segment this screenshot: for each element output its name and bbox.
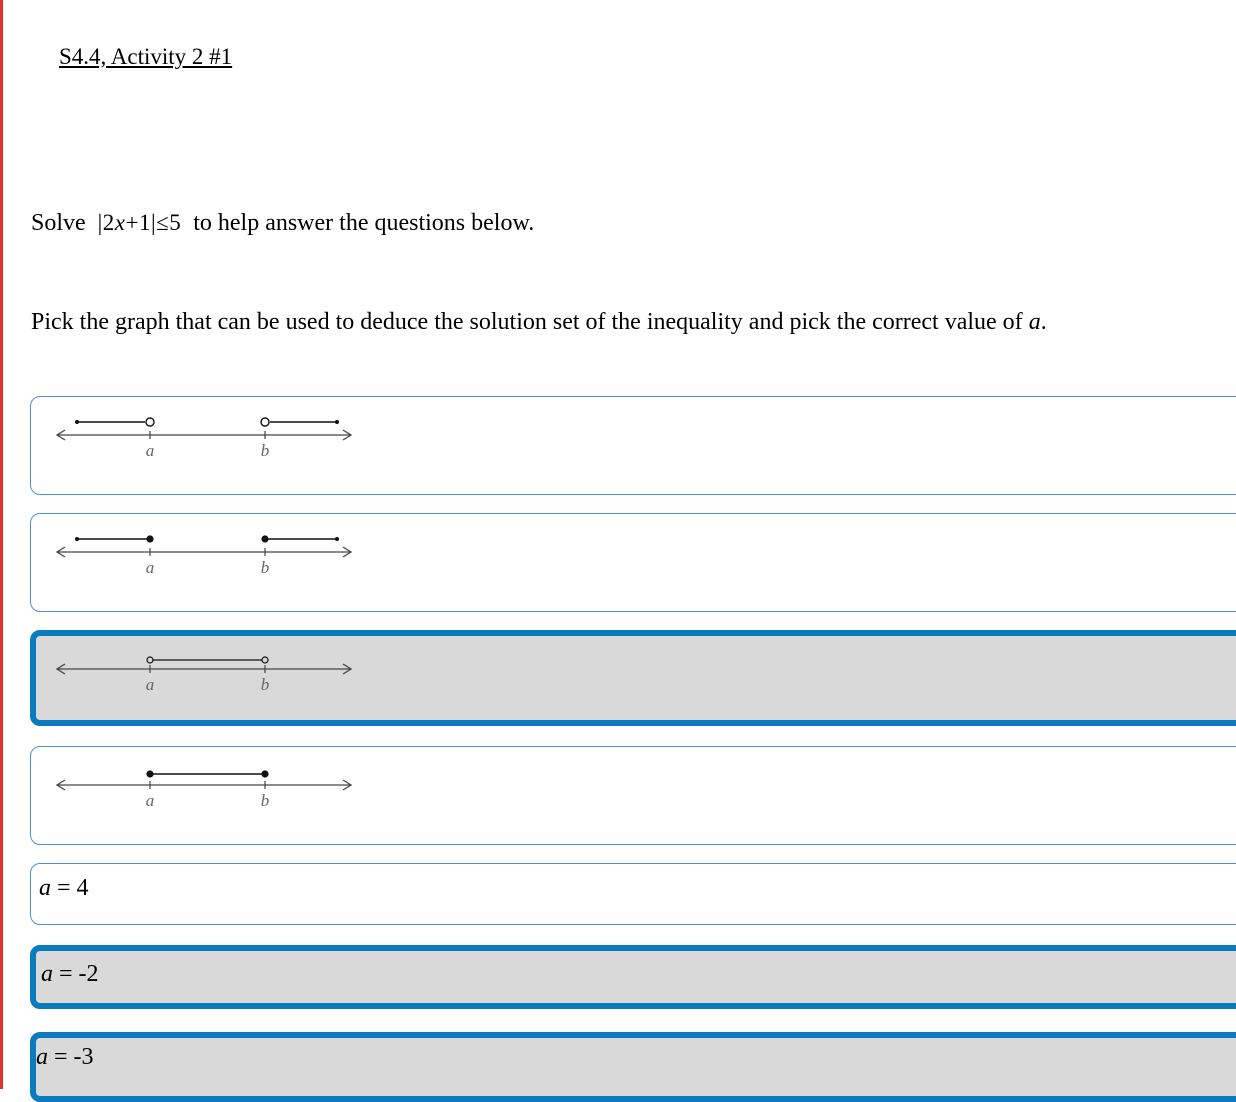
number-line-graph (53, 528, 363, 580)
left-accent-rule (0, 0, 3, 1089)
label-b: b (260, 675, 270, 694)
inequality-expression: |2x+1|≤5 (97, 210, 182, 235)
value-option-3[interactable] (30, 1032, 1236, 1102)
graph-option-4[interactable] (30, 746, 1236, 845)
prompt-after: to help answer the questions below. (193, 210, 535, 236)
label-a: a (145, 558, 155, 577)
label-a: a (145, 675, 155, 694)
prompt-before: Solve (31, 210, 86, 236)
number-line-graph (53, 411, 363, 463)
label-a: a (145, 441, 155, 460)
question-text: Pick the graph that can be used to deduce the solution set of the inequality and pick the correct value of a. (31, 309, 1047, 335)
number-line-graph (53, 761, 363, 813)
graph-option-1[interactable] (30, 396, 1236, 495)
value-option-2[interactable] (30, 945, 1236, 1009)
label-b: b (260, 791, 270, 810)
number-line-graph (53, 645, 363, 697)
label-a: a (145, 791, 155, 810)
label-b: b (260, 441, 270, 460)
graph-option-3[interactable] (30, 630, 1236, 726)
value-option-label: a = -2 (41, 961, 99, 987)
value-option-label: a = 4 (39, 875, 89, 901)
graph-option-2[interactable] (30, 513, 1236, 612)
value-option-label: a = -3 (36, 1044, 94, 1070)
value-option-1[interactable] (30, 863, 1236, 925)
activity-title-link[interactable]: S4.4, Activity 2 #1 (59, 44, 233, 69)
prompt-text (31, 210, 534, 237)
label-b: b (260, 558, 270, 577)
